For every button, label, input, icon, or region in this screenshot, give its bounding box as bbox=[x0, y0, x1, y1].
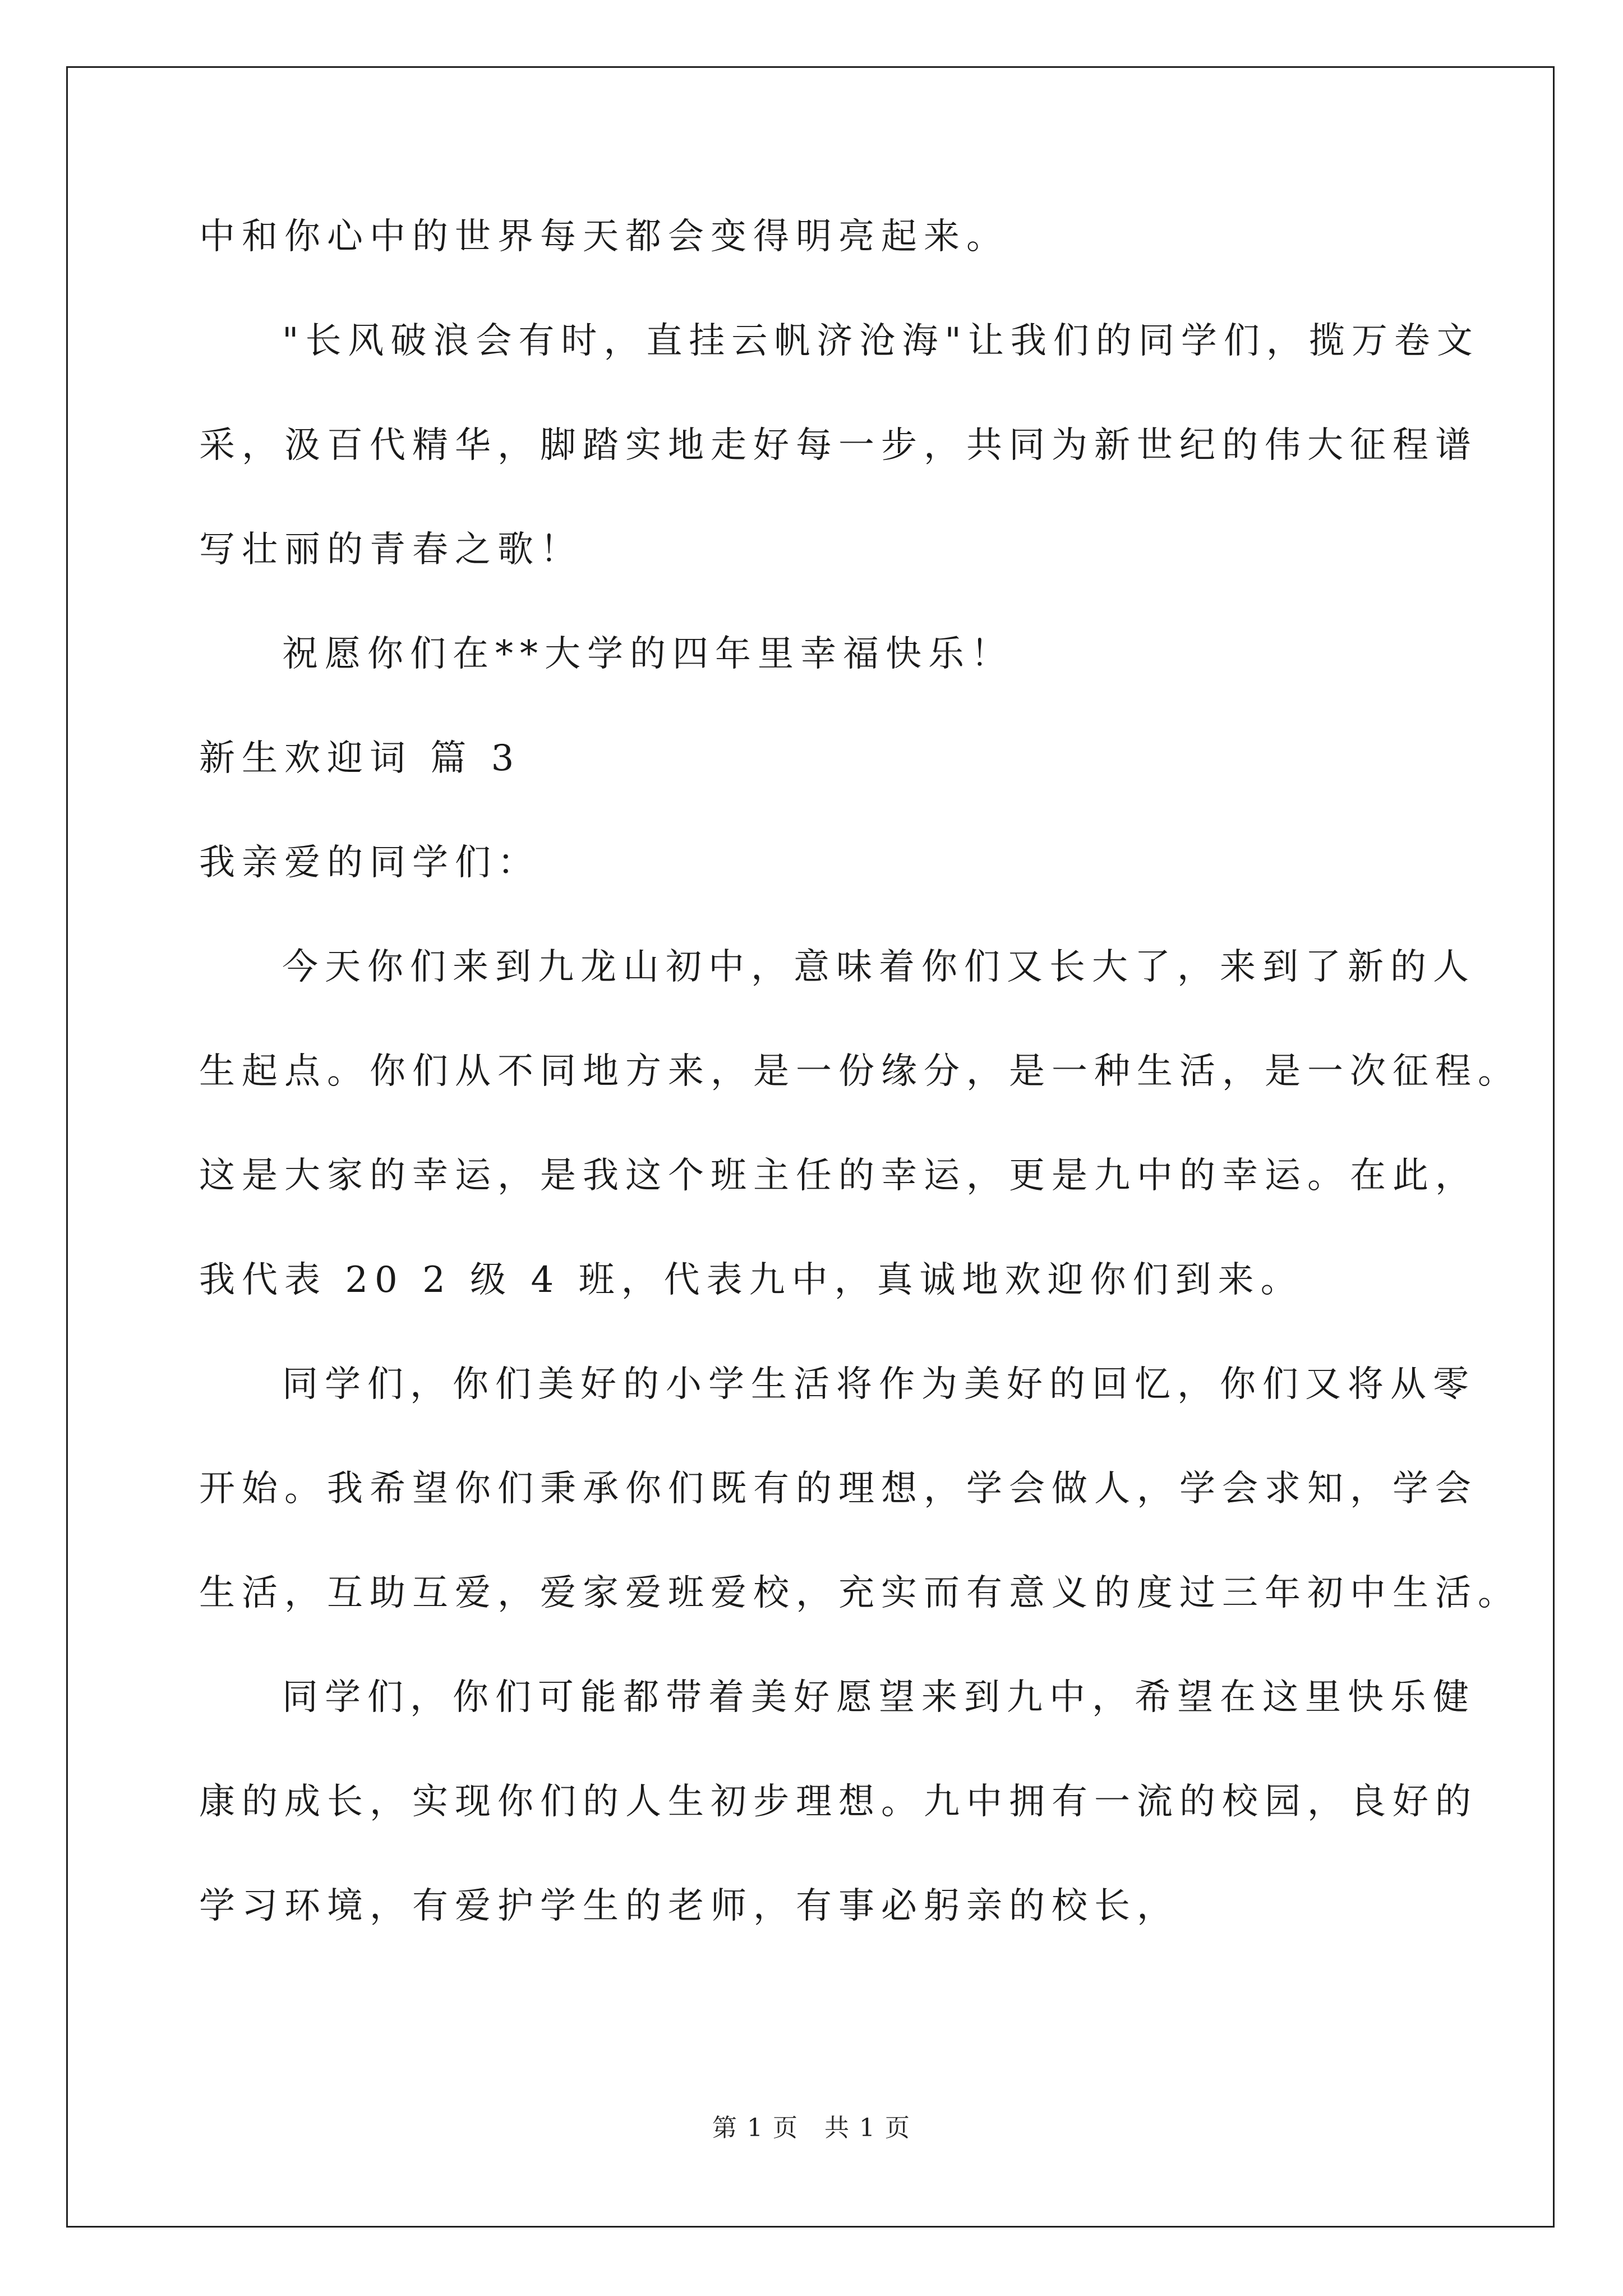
paragraph-first-line: "长风破浪会有时，直挂云帆济沧海"让我们的同学们，揽万卷文 bbox=[282, 320, 1479, 362]
text-line: 我代表 20 2 级 4 班，代表九中，真诚地欢迎你们到来。 bbox=[199, 1259, 1303, 1301]
text-line: 生活，互助互爱，爱家爱班爱校，充实而有意义的度过三年初中生活。 bbox=[199, 1572, 1520, 1614]
text-line: 康的成长，实现你们的人生初步理想。九中拥有一流的校园，良好的 bbox=[199, 1781, 1478, 1823]
section-heading: 新生欢迎词 篇 3 bbox=[199, 738, 521, 779]
text-line: 写壮丽的青春之歌！ bbox=[199, 529, 583, 570]
salutation: 我亲爱的同学们： bbox=[199, 842, 540, 884]
text-line: 开始。我希望你们秉承你们既有的理想，学会做人，学会求知，学会 bbox=[199, 1468, 1478, 1510]
text-line: 采，汲百代精华，脚踏实地走好每一步，共同为新世纪的伟大征程谱 bbox=[199, 425, 1478, 466]
text-line: 这是大家的幸运，是我这个班主任的幸运，更是九中的幸运。在此， bbox=[199, 1155, 1478, 1197]
page-number-footer: 第 1 页 共 1 页 bbox=[712, 2114, 911, 2142]
text-line: 中和你心中的世界每天都会变得明亮起来。 bbox=[199, 216, 1009, 257]
paragraph-first-line: 祝愿你们在**大学的四年里幸福快乐！ bbox=[282, 633, 1013, 675]
paragraph-first-line: 同学们，你们可能都带着美好愿望来到九中，希望在这里快乐健 bbox=[282, 1677, 1476, 1718]
paragraph-first-line: 今天你们来到九龙山初中，意味着你们又长大了，来到了新的人 bbox=[282, 946, 1476, 988]
text-line: 学习环境，有爱护学生的老师，有事必躬亲的校长， bbox=[199, 1885, 1179, 1927]
paragraph-first-line: 同学们，你们美好的小学生活将作为美好的回忆，你们又将从零 bbox=[282, 1364, 1476, 1405]
text-line: 生起点。你们从不同地方来，是一份缘分，是一种生活，是一次征程。 bbox=[199, 1051, 1520, 1092]
